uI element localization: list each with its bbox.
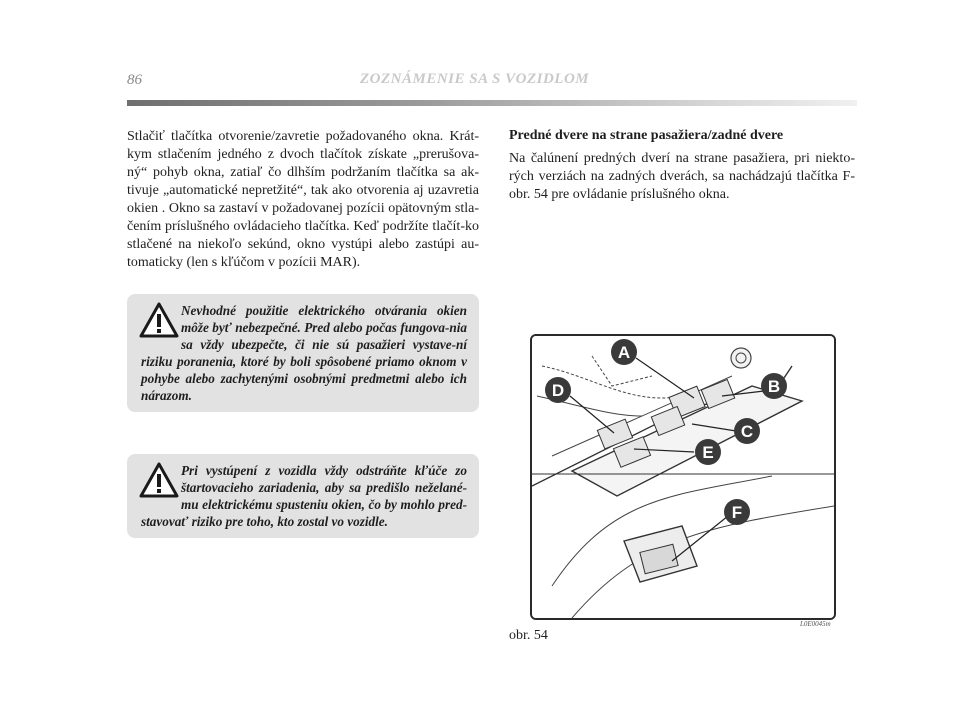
callout-c: [734, 418, 760, 444]
warning-box-1: [127, 294, 479, 412]
figure-code: L0E0045m: [800, 620, 831, 628]
svg-text:C: C: [740, 422, 754, 441]
svg-text:B: B: [767, 377, 781, 396]
warning-triangle-icon: [139, 462, 179, 498]
svg-text:F: F: [731, 503, 743, 522]
warning-box-2: [127, 454, 479, 538]
figure-caption: obr. 54: [509, 628, 548, 643]
chapter-title: ZOZNÁMENIE SA S VOZIDLOM: [360, 71, 590, 87]
svg-text:A: A: [617, 343, 631, 362]
callout-b: [761, 373, 787, 399]
callout-d: [545, 377, 571, 403]
intro-paragraph: Stlačiť tlačítka otvorenie/zavretie požadovaného okna. Krát-kym stlačením jedného z dvoch tlačítok získate „prerušova-ný“ pohyb okna, zatiaľ čo dlhším podržaním tlačítka sa ak-tivuje „automatické nepretžité“, tak ako otvorenia aj uzavretia okien . Okno sa zastaví v požadovanej pozícii opätovným stla-čením príslušného ovládacieho tlačítka. Keď podržíte tlačít-ko stlačené na niekoľo sekúnd, okno vystúpi alebo zastúpi au-tomaticky (len s kľúčom v pozícii MAR).: [127, 129, 479, 270]
section-title: Predné dvere na strane pasažiera/zadné dvere: [509, 128, 784, 143]
door-switch-illustration: [532, 336, 834, 618]
section-paragraph: Na čalúnení predných dverí na strane pasažiera, pri niekto-rých verziách na zadných dverách, sa nachádzajú tlačítka F-obr. 54 pre ovládanie príslušného okna.: [509, 151, 855, 202]
callout-e: [695, 439, 721, 465]
callout-a: [611, 339, 637, 365]
figure-window-switches: [530, 334, 836, 620]
warning-triangle-icon: [139, 302, 179, 338]
page-number: 86: [127, 72, 142, 88]
warning-text-2: Pri vystúpení z vozidla vždy odstráňte kľúče zo štartovacieho zariadenia, aby sa predišlo neželané-mu elektrickému spusteniu okien, čo by mohlo pred-stavovať riziko pre toho, kto zostal vo vozidle.: [141, 463, 467, 529]
header-divider: [127, 100, 857, 106]
callout-f: [724, 499, 750, 525]
svg-text:E: E: [702, 443, 714, 462]
warning-text-1: Nevhodné použitie elektrického otvárania okien môže byť nebezpečné. Pred alebo počas fungova-nia sa vždy ubezpečte, či nie sú pasažieri vystave-ní riziku poranenia, ktoré by boli spôsobené priamo oknom v pohybe alebo zachytenými osobnými predmetmi alebo ich nárazom.: [141, 303, 467, 403]
svg-text:D: D: [551, 381, 565, 400]
